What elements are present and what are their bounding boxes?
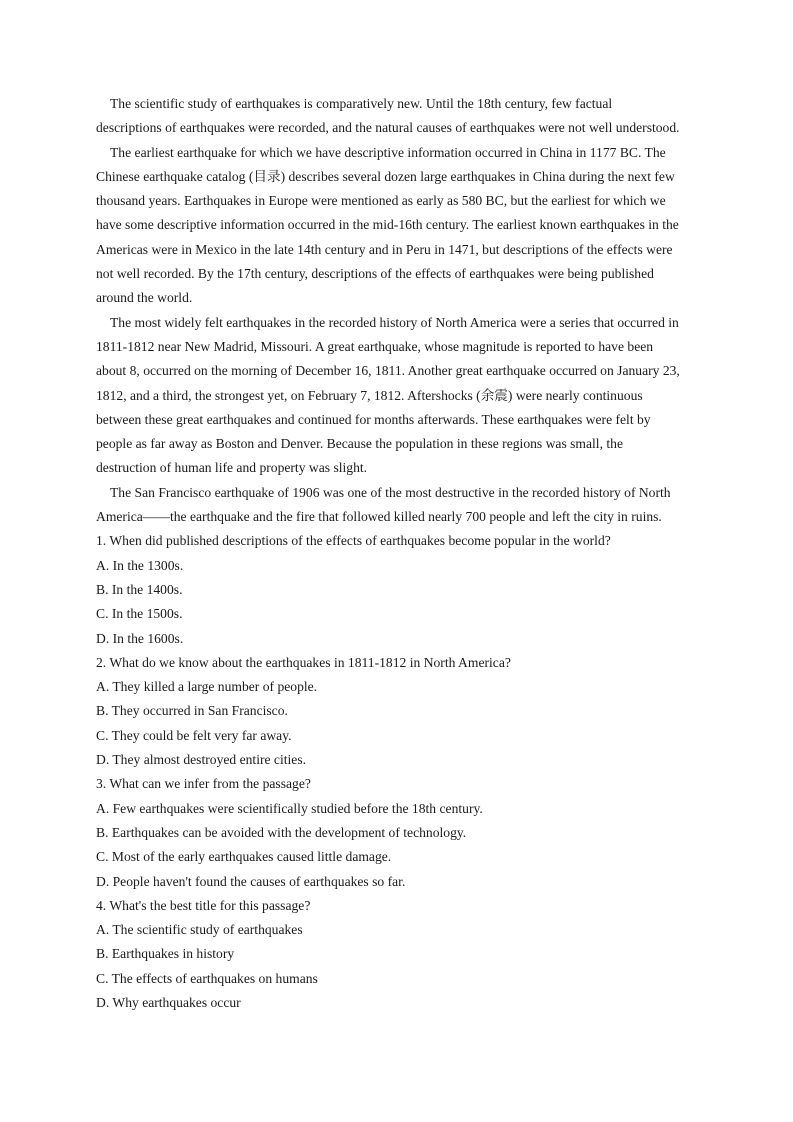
paragraph-line: descriptions of earthquakes were recorded, and the natural causes of earthquakes were not well understood. xyxy=(96,120,680,136)
paragraph-line: Chinese earthquake catalog (目录) describes several dozen large earthquakes in China during the next few xyxy=(96,168,675,184)
answer-option: C. In the 1500s. xyxy=(96,606,183,622)
paragraph-line: The scientific study of earthquakes is comparatively new. Until the 18th century, few factual xyxy=(110,96,613,111)
paragraph-line: people as far away as Boston and Denver. Because the population in these regions was small, the xyxy=(96,436,623,452)
paragraph-line: around the world. xyxy=(96,290,193,306)
answer-option: C. The effects of earthquakes on humans xyxy=(96,970,318,986)
answer-option: A. In the 1300s. xyxy=(96,557,184,573)
answer-option: B. Earthquakes can be avoided with the development of technology. xyxy=(96,824,467,840)
answer-option: C. Most of the early earthquakes caused little damage. xyxy=(96,849,392,865)
paragraph-line: America——the earthquake and the fire that followed killed nearly 700 people and left the city in ruins. xyxy=(96,509,662,525)
question-stem: 4. What's the best title for this passage? xyxy=(96,897,311,913)
answer-option: A. Few earthquakes were scientifically studied before the 18th century. xyxy=(96,800,483,816)
paragraph-line: between these great earthquakes and continued for months afterwards. These earthquakes were felt by xyxy=(96,411,651,427)
answer-option: D. Why earthquakes occur xyxy=(96,994,241,1010)
answer-option: A. They killed a large number of people. xyxy=(96,679,318,695)
reading-passage xyxy=(96,92,716,529)
paragraph-line: 1811-1812 near New Madrid, Missouri. A great earthquake, whose magnitude is reported to have been xyxy=(96,338,654,354)
paragraph-line: have some descriptive information occurred in the mid-16th century. The earliest known earthquakes in the xyxy=(96,217,679,233)
paragraph-line: about 8, occurred on the morning of December 16, 1811. Another great earthquake occurred on January 23, xyxy=(96,363,680,379)
question-list xyxy=(96,529,716,1015)
document-page xyxy=(96,92,716,1015)
question-stem: 1. When did published descriptions of the effects of earthquakes become popular in the world? xyxy=(96,533,611,549)
paragraph-line: not well recorded. By the 17th century, descriptions of the effects of earthquakes were being published xyxy=(96,266,654,282)
paragraph-line: 1812, and a third, the strongest yet, on February 7, 1812. Aftershocks (余震) were nearly continuous xyxy=(96,387,643,403)
answer-option: C. They could be felt very far away. xyxy=(96,727,292,743)
answer-option: B. Earthquakes in history xyxy=(96,946,235,962)
question xyxy=(96,894,716,1015)
paragraph-line: The San Francisco earthquake of 1906 was one of the most destructive in the recorded history of North xyxy=(110,484,671,500)
paragraph-line: destruction of human life and property was slight. xyxy=(96,460,368,476)
answer-option: B. They occurred in San Francisco. xyxy=(96,703,288,719)
answer-option: A. The scientific study of earthquakes xyxy=(96,922,303,938)
answer-option: D. People haven't found the causes of earthquakes so far. xyxy=(96,873,406,889)
paragraph xyxy=(96,141,716,311)
answer-option: D. They almost destroyed entire cities. xyxy=(96,752,307,768)
question xyxy=(96,772,716,893)
paragraph-line: thousand years. Earthquakes in Europe were mentioned as early as 580 BC, but the earliest for which we xyxy=(96,193,666,209)
question xyxy=(96,651,716,772)
question xyxy=(96,529,716,650)
paragraph-line: The earliest earthquake for which we have descriptive information occurred in China in 1177 BC. The xyxy=(110,144,666,160)
paragraph-line: The most widely felt earthquakes in the recorded history of North America were a series that occurred in xyxy=(110,314,679,330)
answer-option: B. In the 1400s. xyxy=(96,581,183,597)
paragraph xyxy=(96,92,716,141)
question-stem: 2. What do we know about the earthquakes in 1811-1812 in North America? xyxy=(96,654,511,670)
question-stem: 3. What can we infer from the passage? xyxy=(96,776,311,792)
paragraph-line: Americas were in Mexico in the late 14th century and in Peru in 1471, but descriptions of the effects were xyxy=(96,241,673,257)
paragraph xyxy=(96,481,716,530)
answer-option: D. In the 1600s. xyxy=(96,630,184,646)
paragraph xyxy=(96,311,716,481)
